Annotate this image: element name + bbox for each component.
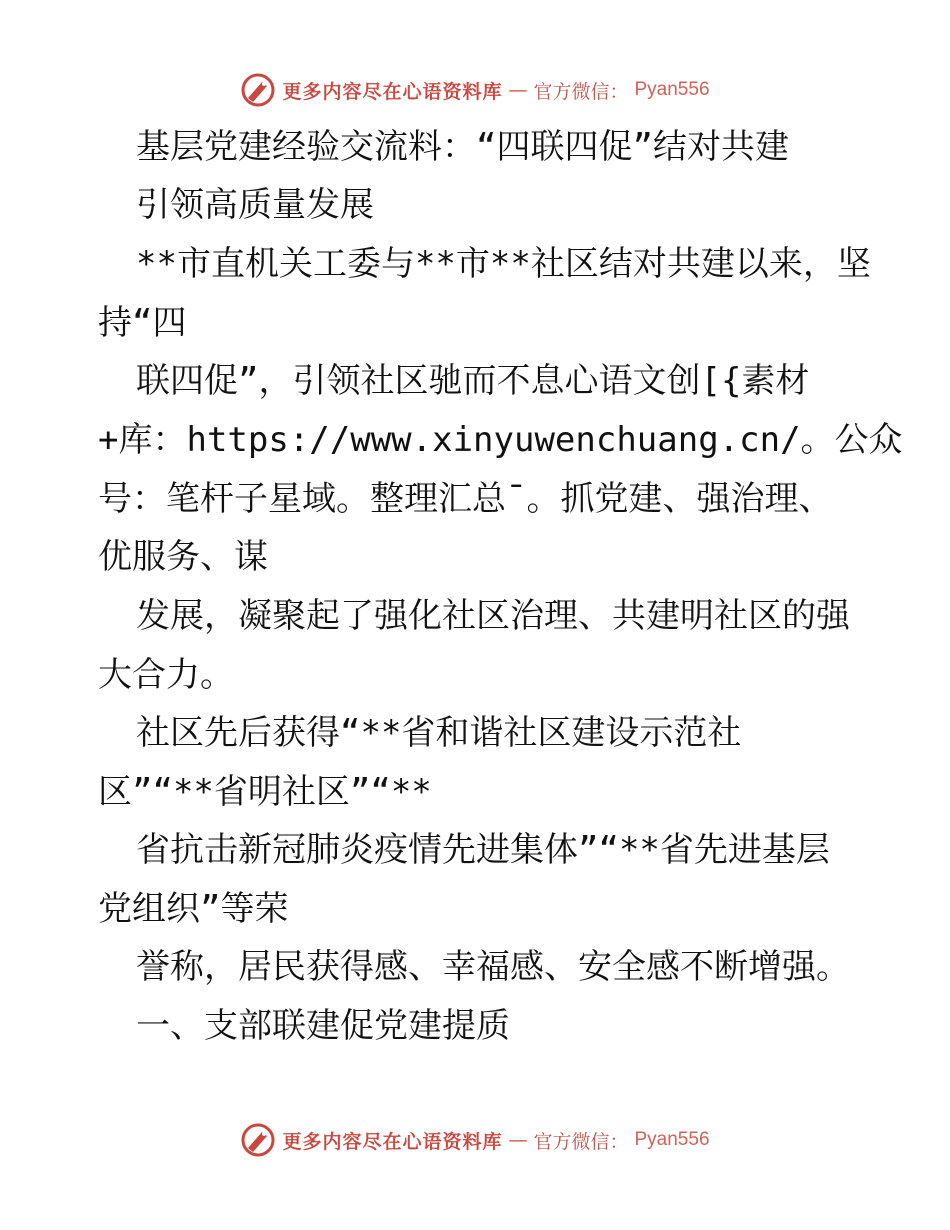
doc-paragraph-line: +库：https://www.xinyuwenchuang.cn/。公众 xyxy=(98,420,903,460)
doc-paragraph-line: 社区先后获得“**省和谐社区建设示范社 xyxy=(136,713,742,753)
banner-separator: — xyxy=(508,79,528,101)
banner-wechat-label: 官方微信： xyxy=(533,80,629,103)
doc-paragraph-line: 优服务、谋 xyxy=(98,537,268,577)
doc-paragraph-line: 区”“**省明社区”“** xyxy=(98,772,432,812)
banner-separator: — xyxy=(508,1129,528,1151)
pen-nib-circle-icon xyxy=(240,1122,276,1158)
doc-paragraph-line: 大合力。 xyxy=(98,655,234,695)
banner-wechat-id: Pyan556 xyxy=(634,79,710,100)
doc-paragraph-line: 省抗击新冠肺炎疫情先进集体”“**省先进基层 xyxy=(136,830,830,870)
doc-section-heading: 一、支部联建促党建提质 xyxy=(136,1006,510,1046)
banner-brand: 更多内容尽在心语资料库 xyxy=(282,80,503,103)
header-watermark-banner xyxy=(0,70,950,110)
doc-paragraph-line: 发展，凝聚起了强化社区治理、共建明社区的强 xyxy=(136,596,850,636)
doc-title-line-2: 引领高质量发展 xyxy=(136,185,374,225)
doc-paragraph-line: 联四促”，引领社区驰而不息心语文创[{素材 xyxy=(136,361,810,401)
pen-nib-circle-icon xyxy=(240,72,276,108)
doc-paragraph-line: **市直机关工委与**市**社区结对共建以来，坚 xyxy=(136,244,871,284)
doc-paragraph-line: 党组织”等荣 xyxy=(98,889,289,929)
banner-brand: 更多内容尽在心语资料库 xyxy=(282,1130,503,1153)
footer-watermark-banner xyxy=(0,1120,950,1160)
doc-paragraph-line: 持“四 xyxy=(98,303,187,343)
doc-paragraph-line: 号：笔杆子星域。整理汇总¯。抓党建、强治理、 xyxy=(98,479,833,519)
banner-wechat-label: 官方微信： xyxy=(533,1130,629,1153)
doc-paragraph-line: 誉称，居民获得感、幸福感、安全感不断增强。 xyxy=(136,947,850,987)
doc-title-line-1: 基层党建经验交流料：“四联四促”结对共建 xyxy=(136,127,789,167)
banner-wechat-id: Pyan556 xyxy=(634,1129,710,1150)
